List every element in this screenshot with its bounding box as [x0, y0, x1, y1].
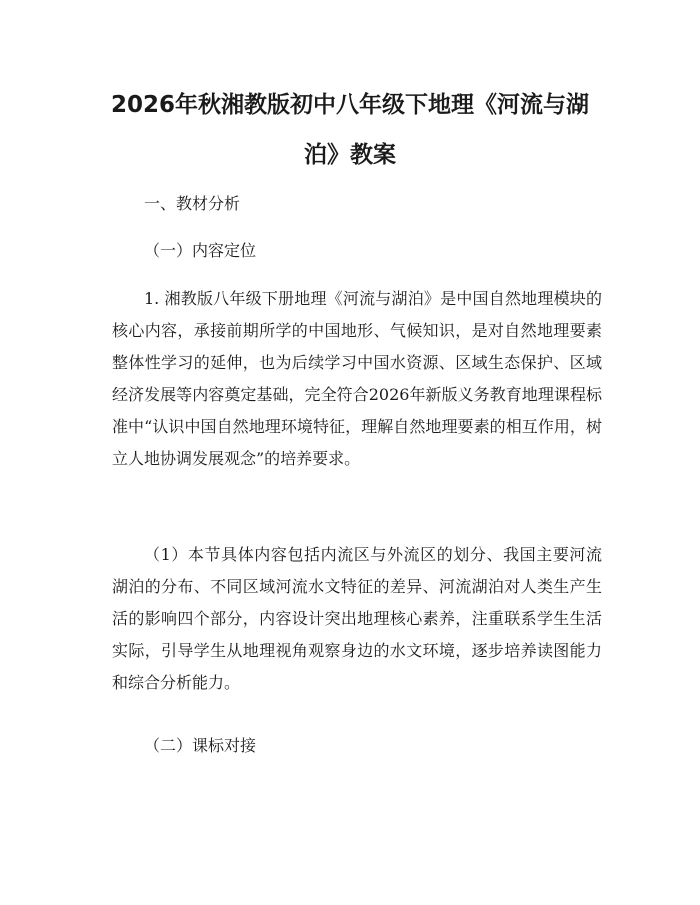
body-paragraph: （1）本节具体内容包括内流区与外流区的划分、我国主要河流湖泊的分布、不同区域河流水文特征的差异、河流湖泊对人类生产生活的影响四个部分，内容设计突出地理核心素养，注重联系学生生活实际，引导学生从地理视角观察身边的水文环境，逐步培养读图能力和综合分析能力。: [112, 545, 602, 692]
document-title: 2026年秋湘教版初中八年级下地理《河流与湖泊》教案: [110, 92, 589, 168]
body-paragraph: 1. 湘教版八年级下册地理《河流与湖泊》是中国自然地理模块的核心内容，承接前期所学的中国地形、气候知识，是对自然地理要素整体性学习的延伸，也为后续学习中国水资源、区域生态保护、区域经济发展等内容奠定基础，完全符合2026年新版义务教育地理课程标准中“认识中国自然地理环境特征，理解自然地理要素的相互作用，树立人地协调发展观念”的培养要求。: [112, 289, 602, 468]
subsection-heading: （二）课标对接: [144, 736, 257, 755]
subsection-heading: （一）内容定位: [144, 241, 257, 260]
section-heading: 一、教材分析: [144, 194, 241, 213]
